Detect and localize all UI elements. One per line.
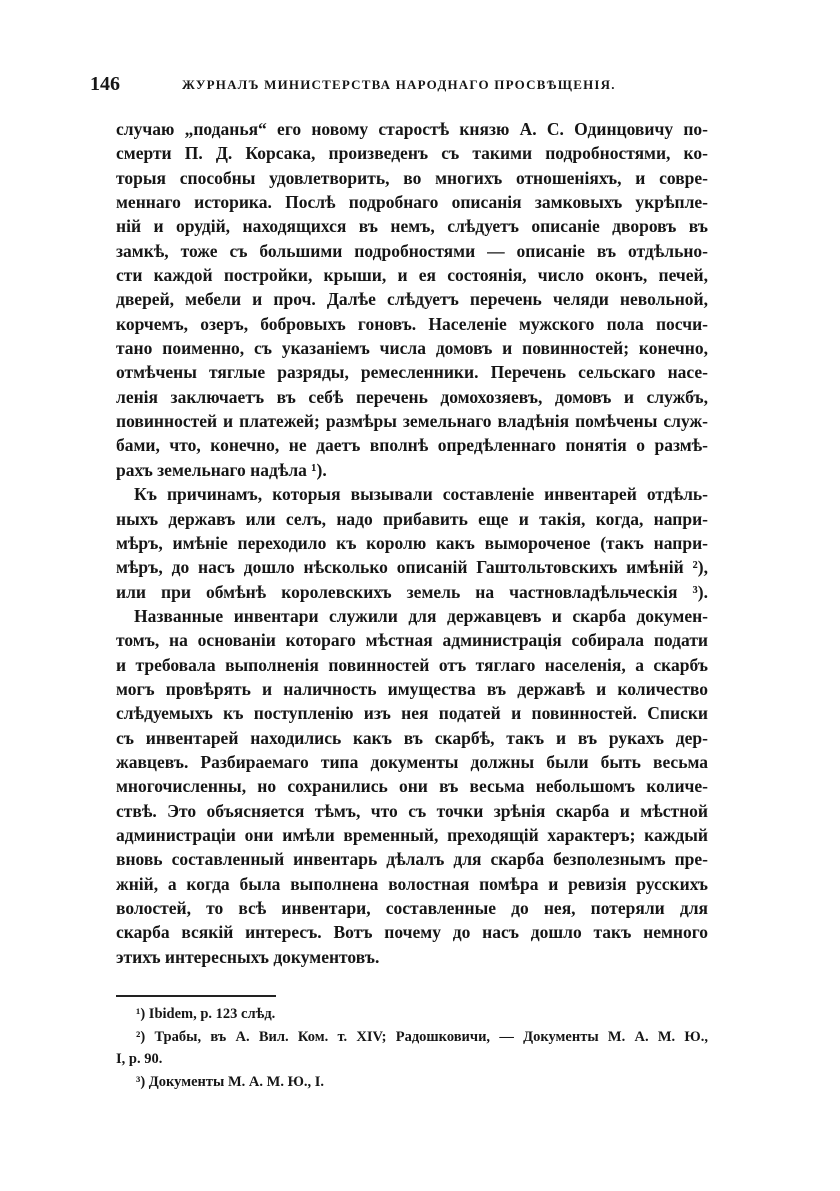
- text-line: корчемъ, озеръ, бобровыхъ гоновъ. Населеніе мужского пола посчи-: [116, 313, 708, 334]
- text-line: вновь составленный инвентарь дѣлалъ для скарба безполезнымъ пре-: [116, 849, 708, 870]
- text-line: этихъ интересныхъ документовъ.: [116, 946, 380, 967]
- text-line: смерти П. Д. Корсака, произведенъ съ такими подробностями, ко-: [116, 143, 708, 164]
- text-line: жній, а когда была выполнена волостная помѣра и ревизія русскихъ: [116, 873, 708, 894]
- text-line: отмѣчены тяглые разряды, ремесленники. Перечень сельскаго насе-: [116, 362, 708, 383]
- text-line: жавцевъ. Разбираемаго типа документы должны были быть весьма: [116, 751, 708, 772]
- page-number: 146: [90, 73, 120, 95]
- text-line: торыя способны удовлетворить, во многихъ отношеніяхъ, и совре-: [116, 167, 708, 188]
- footnote-continuation: I, p. 90.: [116, 1051, 163, 1067]
- text-line: тано поименно, съ указаніемъ числа домовъ и повинностей; конечно,: [116, 338, 708, 359]
- text-line: ленія заключаетъ въ себѣ перечень домохозяевъ, домовъ и службъ,: [116, 386, 708, 407]
- footnotes: [116, 1003, 708, 1093]
- page-header: [90, 73, 730, 95]
- footnote: ¹) Ibidem, p. 123 слѣд.: [136, 1006, 276, 1022]
- text-line: ній и орудій, находящихся въ немъ, слѣдуетъ описаніе дворовъ въ: [116, 216, 708, 237]
- text-line: волостей, то всѣ инвентари, составленные до нея, потеряли для: [116, 898, 708, 918]
- text-line: Къ причинамъ, которыя вызывали составленіе инвентарей отдѣль-: [134, 484, 708, 505]
- text-line: бами, что, конечно, не даетъ вполнѣ опредѣленнаго понятія о размѣ-: [116, 435, 708, 456]
- text-line: ствѣ. Это объясняется тѣмъ, что съ точки зрѣнія скарба и мѣстной: [116, 800, 708, 821]
- footnote: ²) Трабы, въ А. Вил. Ком. т. XIV; Радошковичи, — Документы М. А. М. Ю.,: [136, 1028, 708, 1045]
- text-line: замкѣ, тоже съ большими подробностями — описаніе въ отдѣльно-: [116, 240, 708, 261]
- text-line: съ инвентарей находились какъ въ скарбѣ, такъ и въ рукахъ дер-: [116, 727, 708, 748]
- text-line: администраціи они имѣли временный, преходящій характеръ; каждый: [116, 824, 708, 845]
- text-line: и требовала выполненія повинностей отъ тяглаго населенія, а скарбъ: [116, 654, 708, 675]
- footnote-divider: [116, 995, 276, 997]
- text-line: мѣръ, имѣніе переходило къ королю какъ вымороченое (такъ напри-: [116, 532, 708, 553]
- body-text: [116, 117, 708, 969]
- text-line: могъ провѣрять и наличность имущества въ державѣ и количество: [116, 678, 708, 699]
- text-line: случаю „поданья“ его новому старостѣ князю А. С. Одинцовичу по-: [116, 119, 708, 139]
- text-line: или при обмѣнѣ королевскихъ земель на частновладѣльческія ³).: [116, 581, 708, 602]
- text-line: многочисленны, но сохранились они въ весьма небольшомъ количе-: [116, 776, 708, 797]
- text-line: томъ, на основаніи котораго мѣстная администрація собирала подати: [116, 630, 708, 651]
- text-line: Названные инвентари служили для державцевъ и скарба докумен-: [134, 605, 708, 626]
- text-line: меннаго историка. Послѣ подробнаго описанія замковыхъ укрѣпле-: [116, 192, 708, 213]
- text-line: сти каждой постройки, крыши, и ея состоянія, число оконъ, печей,: [116, 265, 708, 286]
- text-line: ныхъ державъ или селъ, надо прибавить еще и такія, когда, напри-: [116, 508, 708, 529]
- text-line: мѣръ, до насъ дошло нѣсколько описаній Гаштольтовскихъ имѣній ²),: [116, 557, 708, 578]
- text-line: рахъ земельнаго надѣла ¹).: [116, 459, 327, 480]
- running-head: ЖУРНАЛЪ МИНИСТЕРСТВА НАРОДНАГО ПРОСВѢЩЕНІЯ.: [182, 77, 616, 92]
- footnote: ³) Документы М. А. М. Ю., I.: [136, 1073, 325, 1090]
- text-line: повинностей и платежей; размѣры земельнаго владѣнія помѣчены служ-: [116, 411, 708, 432]
- text-line: дверей, мебели и проч. Далѣе слѣдуетъ перечень челяди невольной,: [116, 289, 708, 310]
- text-line: скарба всякій интересъ. Вотъ почему до насъ дошло такъ немного: [116, 922, 708, 943]
- text-line: слѣдуемыхъ къ поступленію изъ нея податей и повинностей. Списки: [116, 703, 708, 724]
